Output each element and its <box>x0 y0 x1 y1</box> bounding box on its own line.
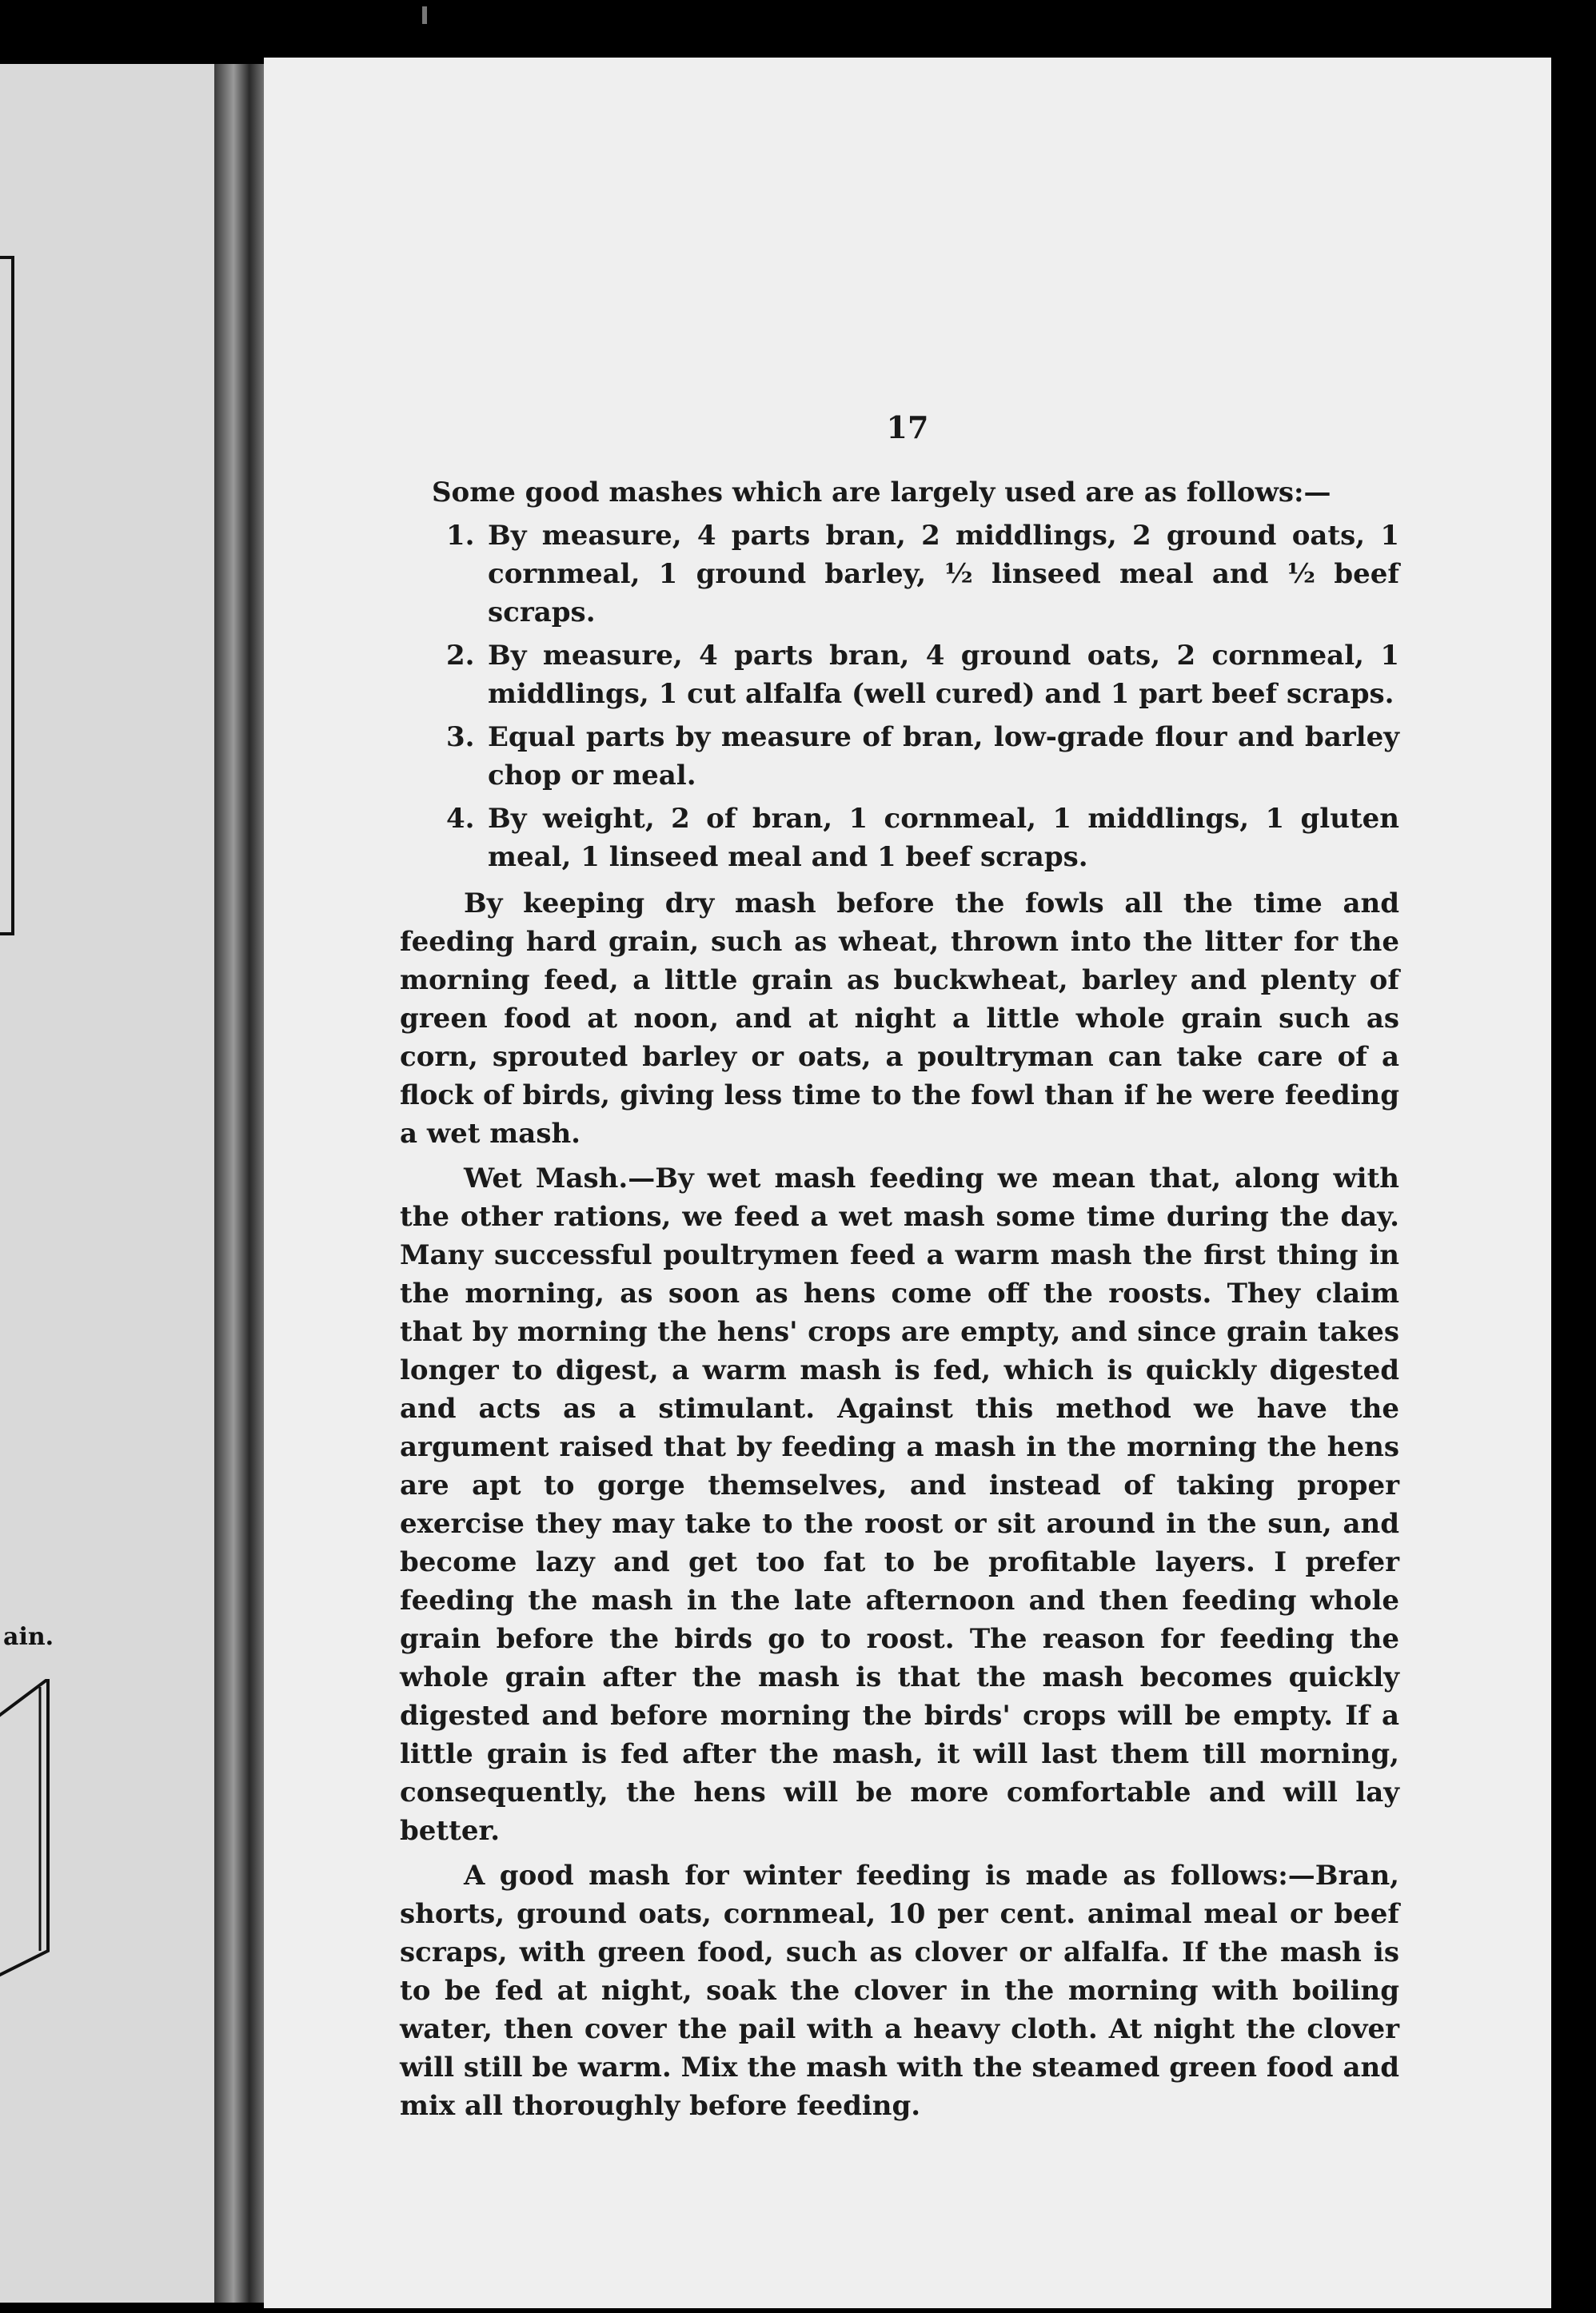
list-item-text: By measure, 4 parts bran, 2 middlings, 2 ground oats, 1 cornmeal, 1 ground barley, ½ linseed meal and ½ beef scraps. <box>488 520 1399 628</box>
book-page <box>264 58 1551 2308</box>
list-item <box>446 718 1399 795</box>
list-item-number: 2. <box>446 640 475 672</box>
paragraph-dry-mash: By keeping dry mash before the fowls all the time and feeding hard grain, such as wheat, thrown into the litter for the morning feed, a little grain as buckwheat, barley and plenty of green food at noon, and at night a little whole grain such as corn, sprouted barley or oats, a poultryman can take care of a flock of birds, giving less time to the fowl than if he were feeding a wet mash. <box>400 887 1399 1150</box>
paragraph-winter-mash: A good mash for winter feeding is made as follows:—Bran, shorts, ground oats, cornmeal, 10 per cent. animal meal or beef scraps, with green food, such as clover or alfalfa. If the mash is to be fed at night, soak the clover in the morning with boiling water, then cover the pail with a heavy cloth. At night the clover will still be warm. Mix the mash with the steamed green food and mix all thoroughly before feeding. <box>400 1860 1399 2122</box>
mash-list <box>400 516 1399 876</box>
page-body <box>400 473 1399 2132</box>
left-page-drawing <box>0 1679 64 1983</box>
page-number: 17 <box>886 409 929 445</box>
list-item-number: 4. <box>446 803 475 835</box>
list-item-number: 1. <box>446 520 475 552</box>
list-item <box>446 800 1399 876</box>
list-item <box>446 636 1399 713</box>
scan-mark <box>422 6 427 24</box>
paragraph-wet-mash: Wet Mash.—By wet mash feeding we mean that, along with the other rations, we feed a wet mash some time during the day. Many successful poultrymen feed a warm mash the first thing in the morning, as soon as hens come off the roosts. They claim that by morning the hens' crops are empty, and since grain takes longer to digest, a warm mash is fed, which is quickly digested and acts as a stimulant. Against this method we have the argument raised that by feeding a mash in the morning the hens are apt to gorge themselves, and instead of taking proper exercise they may take to the roost or sit around in the sun, and become lazy and get too fat to be profitable layers. I prefer feeding the mash in the late afternoon and then feeding whole grain before the birds go to roost. The reason for feeding the whole grain after the mash is that the mash becomes quickly digested and before morning the birds' crops will be empty. If a little grain is fed after the mash, it will last them till morning, consequently, the hens will be more comfortable and will lay better. <box>400 1162 1399 1847</box>
list-item-text: Equal parts by measure of bran, low-grade flour and barley chop or meal. <box>488 721 1399 792</box>
list-item <box>446 516 1399 632</box>
mash-list-intro: Some good mashes which are largely used are as follows:— <box>432 477 1331 508</box>
list-item-text: By measure, 4 parts bran, 4 ground oats, 2 cornmeal, 1 middlings, 1 cut alfalfa (well cured) and 1 part beef scraps. <box>488 640 1399 710</box>
left-page <box>0 64 240 2303</box>
list-item-number: 3. <box>446 721 475 753</box>
list-item-text: By weight, 2 of bran, 1 cornmeal, 1 middlings, 1 gluten meal, 1 linseed meal and 1 beef scraps. <box>488 803 1399 873</box>
left-page-caption-fragment: ain. <box>3 1623 54 1651</box>
left-page-frame <box>0 256 14 935</box>
